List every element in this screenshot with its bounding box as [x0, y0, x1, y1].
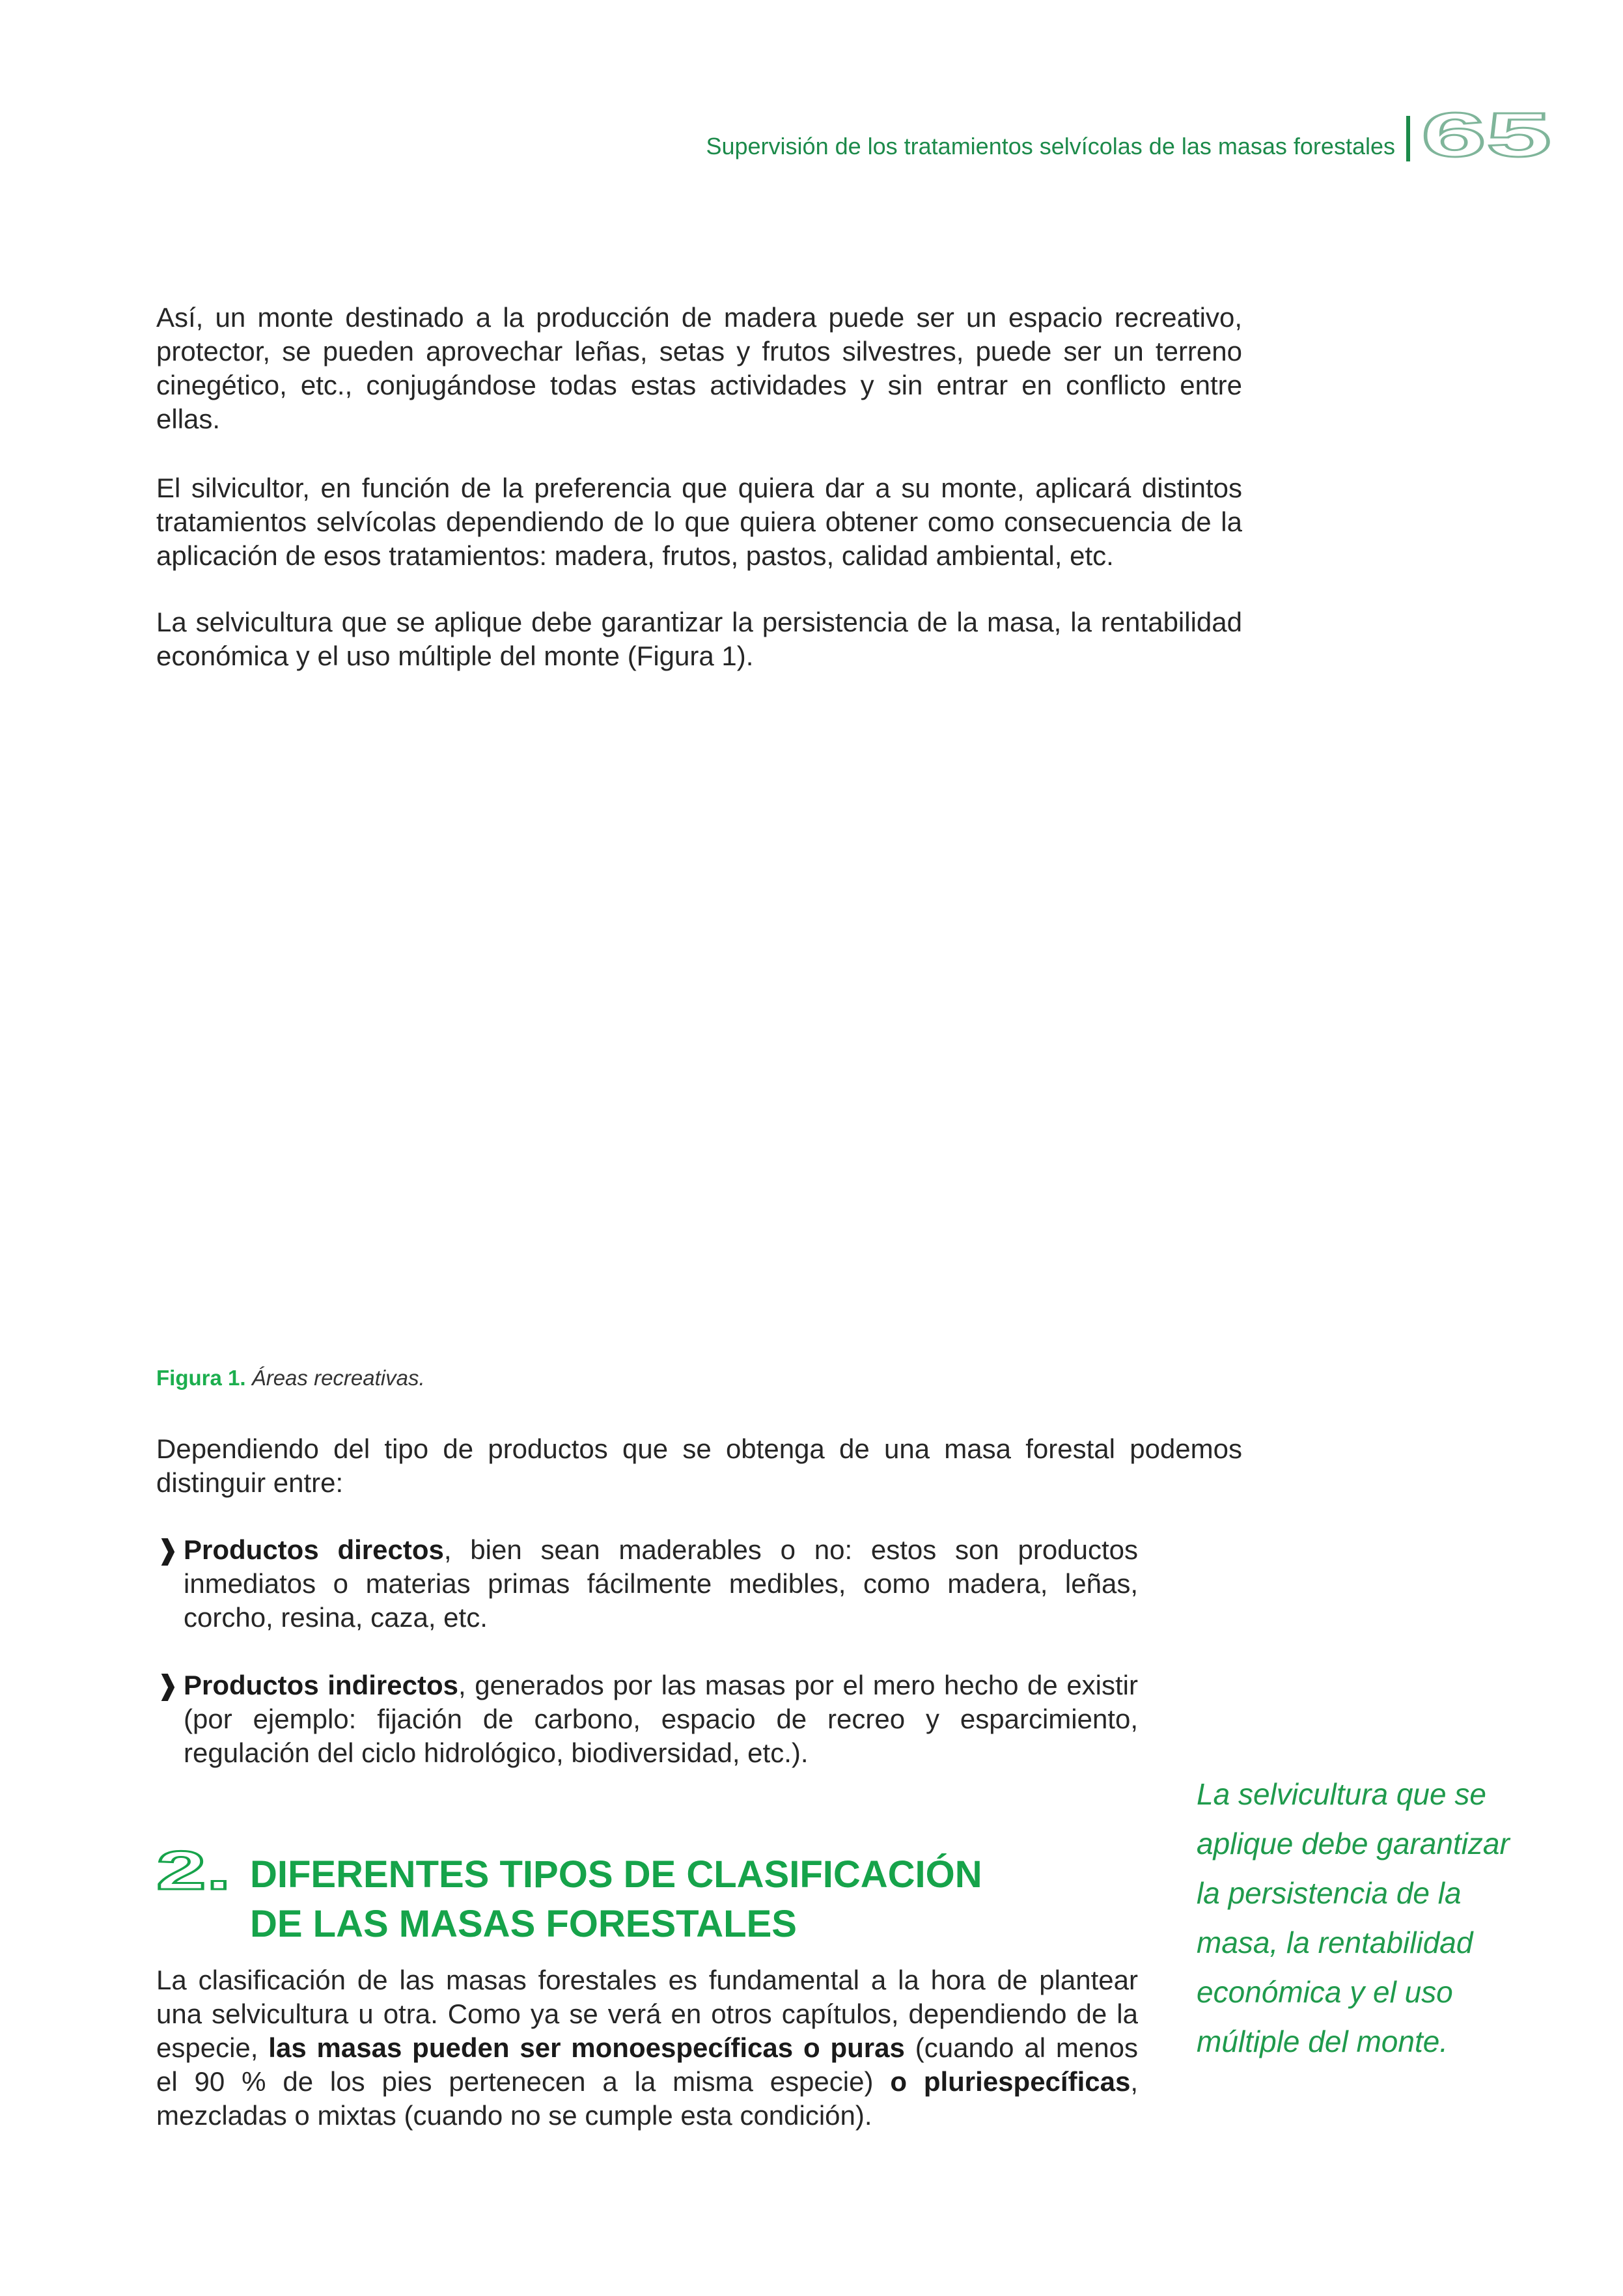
bullet-marker-icon: ❱ — [156, 1670, 180, 1700]
paragraph-text: (cuando al menos el 90 % de los pies pertenecen a la misma especie) — [156, 2032, 1138, 2097]
figure-caption-text: Áreas recreativas. — [251, 1366, 425, 1390]
bullet-indirect-products — [156, 1668, 1138, 1770]
intro-paragraph-3 — [156, 605, 1242, 673]
section-title — [250, 1850, 1161, 1949]
bullet-description: , generados por las masas por el mero hecho de existir (por ejemplo: fijación de carbono, espacio de recreo y esparcimiento, regulación del ciclo hidrológico, biodiversidad, etc.). — [184, 1670, 1139, 1768]
figure-caption-label: Figura 1. — [156, 1366, 246, 1390]
products-intro — [156, 1432, 1242, 1500]
paragraph-text: Dependiendo del tipo de productos que se obtenga de una masa forestal podemos distinguir entre: — [156, 1433, 1242, 1498]
bullet-text — [156, 1533, 1138, 1635]
page-number — [1421, 111, 1558, 163]
section-number — [156, 1849, 241, 1894]
page-number-text: 65 — [1421, 111, 1551, 163]
intro-paragraph-1 — [156, 301, 1242, 436]
running-header-title: Supervisión de los tratamientos selvícolas de las masas forestales — [706, 133, 1395, 159]
paragraph-text: La selvicultura que se aplique debe garantizar la persistencia de la masa, la rentabilidad económica y el uso múltiple del monte (Figura 1). — [156, 607, 1242, 671]
bullet-direct-products — [156, 1533, 1138, 1635]
paragraph-text: La clasificación de las masas forestales es fundamental a la hora de plantear una selvicultura u otra. Como ya se verá en otros capítulos, dependiendo de la especie, — [156, 1965, 1138, 2063]
paragraph-text: Así, un monte destinado a la producción de madera puede ser un espacio recreativo, protector, se pueden aprovechar leñas, setas y frutos silvestres, puede ser un terreno cinegético, etc., conjugándose todas estas actividades y sin entrar en conflicto entre ellas. — [156, 302, 1242, 434]
section-title-line-2: DE LAS MASAS FORESTALES — [250, 1903, 797, 1945]
paragraph-text: El silvicultor, en función de la preferencia que quiera dar a su monte, aplicará distintos tratamientos selvícolas dependiendo de lo que quiera obtener como consecuencia de la aplicación de esos tratamientos: madera, frutos, pastos, calidad ambiental, etc. — [156, 473, 1242, 571]
pull-quote: La selvicultura que se aplique debe garantizar la persistencia de la masa, la rentabilidad económica y el uso múltiple del monte. — [1197, 1777, 1510, 2058]
bullet-text — [156, 1668, 1138, 1770]
paragraph-bold-text: o pluriespecíficas — [890, 2066, 1131, 2097]
paragraph-bold-text: las masas pueden ser monoespecíficas o puras — [268, 2032, 905, 2063]
paragraph-text: , mezcladas o mixtas (cuando no se cumple esta condición). — [156, 2066, 1138, 2131]
figure-caption — [156, 1365, 425, 1391]
bullet-marker-icon: ❱ — [156, 1534, 180, 1565]
section-number-text: 2. — [156, 1849, 231, 1894]
bullet-term: Productos directos — [184, 1534, 444, 1565]
intro-paragraph-2 — [156, 471, 1242, 573]
bullet-description: , bien sean maderables o no: estos son productos inmediatos o materias primas fácilmente medibles, como madera, leñas, corcho, resina, caza, etc. — [184, 1534, 1138, 1633]
header-divider — [1406, 116, 1410, 161]
bullet-term: Productos indirectos — [184, 1670, 458, 1700]
section-title-line-1: DIFERENTES TIPOS DE CLASIFICACIÓN — [250, 1853, 982, 1896]
classification-paragraph — [156, 1963, 1138, 2133]
